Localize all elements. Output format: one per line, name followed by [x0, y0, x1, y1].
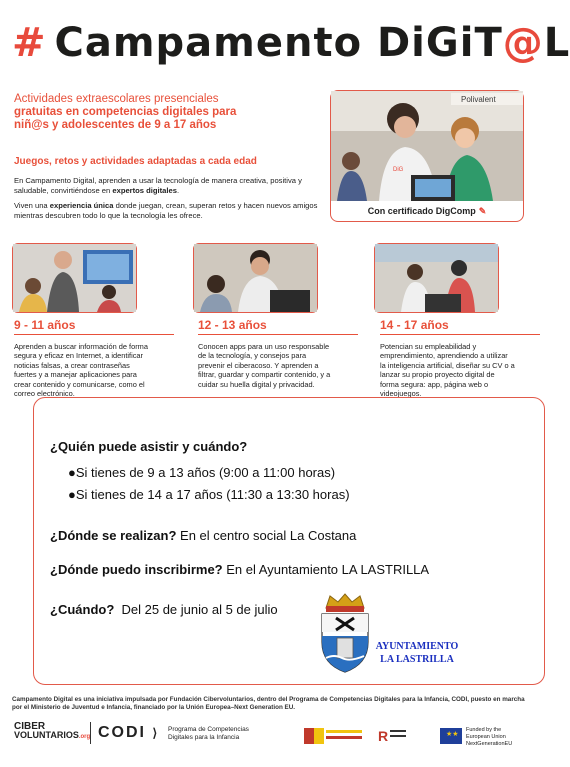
- footer-text: Campamento Digital es una iniciativa impulsada por Fundación Cibervoluntarios, dentro del Programa de Competencias Digitales para la Infancia, CODI, puesto en marcha por el Ministerio de Juventud e Infancia, financiado por la Unión Europea–Next Generation EU.: [12, 696, 525, 711]
- paragraph-2: [14, 201, 329, 221]
- bullet-text-2: Si tienes de 14 a 17 años (11:30 a 13:30 horas): [75, 487, 350, 502]
- intro-line-3: niñ@s y adolescentes de 9 a 17 años: [14, 119, 217, 131]
- register-q-text: ¿Dónde puedo inscribirme?: [50, 562, 223, 577]
- certificate-icon: ✎: [478, 206, 487, 216]
- photo-14-17: [374, 243, 499, 313]
- bullet-item-2: [68, 487, 350, 502]
- photo-12-13-image: [194, 244, 317, 312]
- town-line-1: AYUNTAMIENTO: [375, 641, 459, 652]
- codi-program-text: [168, 726, 249, 742]
- bullet-dot-2: ●: [68, 487, 76, 502]
- where-question: [50, 528, 356, 543]
- para1-text: En Campamento Digital, aprenden a usar la tecnología de manera creativa, positiva y saludable, convirtiéndose en: [14, 176, 302, 195]
- who-question-text: ¿Quién puede asistir y cuándo?: [50, 439, 248, 454]
- title-hash: #: [12, 20, 47, 66]
- para2-bold: experiencia única: [49, 201, 114, 210]
- svg-text:Polivalent: Polivalent: [461, 95, 496, 104]
- codi-text: CODI: [98, 724, 146, 741]
- para2-text: Viven una: [14, 201, 50, 210]
- government-logo-icon: [304, 728, 362, 746]
- codi-arrow-icon: ⟩: [152, 726, 160, 740]
- when-answer: Del 25 de junio al 5 de julio: [121, 602, 278, 617]
- age-divider-1: [14, 334, 174, 335]
- hero-image: [331, 91, 523, 201]
- paragraph-1: [14, 176, 329, 196]
- age-label-3: 14 - 17 años: [380, 318, 449, 332]
- register-answer: En el Ayuntamiento LA LASTRILLA: [226, 562, 430, 577]
- when-q-text: ¿Cuándo?: [50, 602, 115, 617]
- age-text-1: Aprenden a buscar información de forma segura y eficaz en Internet, a identificar noticias falsas, a crear contraseñas fuertes y a manejar aplicaciones para crear contenido y comunicarse, como el correo electrónico.: [14, 342, 148, 399]
- eu-line-1: Funded by the: [466, 727, 502, 733]
- codi-line-2: Digitales para la Infancia: [168, 734, 240, 741]
- photo-9-11-image: [13, 244, 136, 312]
- para1-end: .: [176, 186, 180, 195]
- page-title: [12, 20, 570, 66]
- title-at: @: [502, 20, 544, 66]
- age-text-2: Conocen apps para un uso responsable de la tecnología, y consejos para prevenir el ciberacoso. Y aprenden a filtrar, guardar y compartir contenido, y a cuidar su huella digital y privacidad.: [198, 342, 331, 389]
- bullet-item-1: [68, 465, 335, 480]
- codi-logo: [98, 724, 159, 742]
- eu-flag-icon: ★★: [440, 728, 462, 744]
- intro-line-1: Actividades extraescolares presenciales: [14, 93, 219, 105]
- codi-line-1: Programa de Competencias: [168, 726, 249, 733]
- age-divider-2: [198, 334, 358, 335]
- photo-14-17-image: [375, 244, 498, 312]
- para2-end: donde juegan, crean, superan retos y hacen nuevos amigos mientras descubren todo lo que la tecnología les ofrece.: [14, 201, 318, 220]
- footer-divider: [90, 722, 91, 744]
- svg-text:DiG: DiG: [393, 167, 404, 173]
- subheading: Juegos, retos y actividades adaptadas a cada edad: [14, 156, 257, 167]
- age-label-1: 9 - 11 años: [14, 318, 76, 332]
- when-question: [50, 602, 278, 617]
- where-answer: En el centro social La Costana: [180, 528, 357, 543]
- photo-12-13: [193, 243, 318, 313]
- cibervoluntarios-logo: [14, 722, 90, 742]
- eu-line-2: European Union: [466, 734, 506, 740]
- certificate-label: [331, 206, 523, 217]
- town-crest-icon: [318, 592, 372, 674]
- para1-bold: expertos digitales: [112, 186, 177, 195]
- age-label-2: 12 - 13 años: [198, 318, 267, 332]
- intro-block: [14, 93, 314, 132]
- photo-9-11: [12, 243, 137, 313]
- bullet-dot-1: ●: [68, 465, 76, 480]
- where-q-text: ¿Dónde se realizan?: [50, 528, 177, 543]
- bullet-text-1: Si tienes de 9 a 13 años (9:00 a 11:00 horas): [75, 465, 336, 480]
- age-text-3: Potencian su empleabilidad y emprendimiento, aprendiendo a utilizar la inteligencia artificial, diseñar su CV o a lanzar su propio proyecto digital de forma segura: app, página web o videojuegos.: [380, 342, 515, 399]
- hero-photo: [330, 90, 524, 222]
- voluntarios-text: VOLUNTARIOS: [14, 730, 79, 740]
- title-end: L: [543, 20, 570, 66]
- intro-line-2: gratuitas en competencias digitales para: [14, 106, 237, 118]
- org-text: .org: [78, 734, 91, 740]
- title-main: Campamento DiGiT: [54, 20, 503, 66]
- town-line-2: LA LASTRILLA: [380, 654, 454, 665]
- eu-funding-text: [466, 727, 512, 748]
- ciber-text: CIBER: [14, 721, 46, 732]
- town-name: [372, 640, 462, 666]
- who-question: [50, 439, 247, 454]
- register-question: [50, 562, 429, 577]
- eu-line-3: NextGenerationEU: [466, 741, 513, 747]
- certificate-text: Con certificado DigComp: [367, 206, 476, 216]
- age-divider-3: [380, 334, 540, 335]
- recovery-plan-logo-icon: R: [378, 728, 408, 746]
